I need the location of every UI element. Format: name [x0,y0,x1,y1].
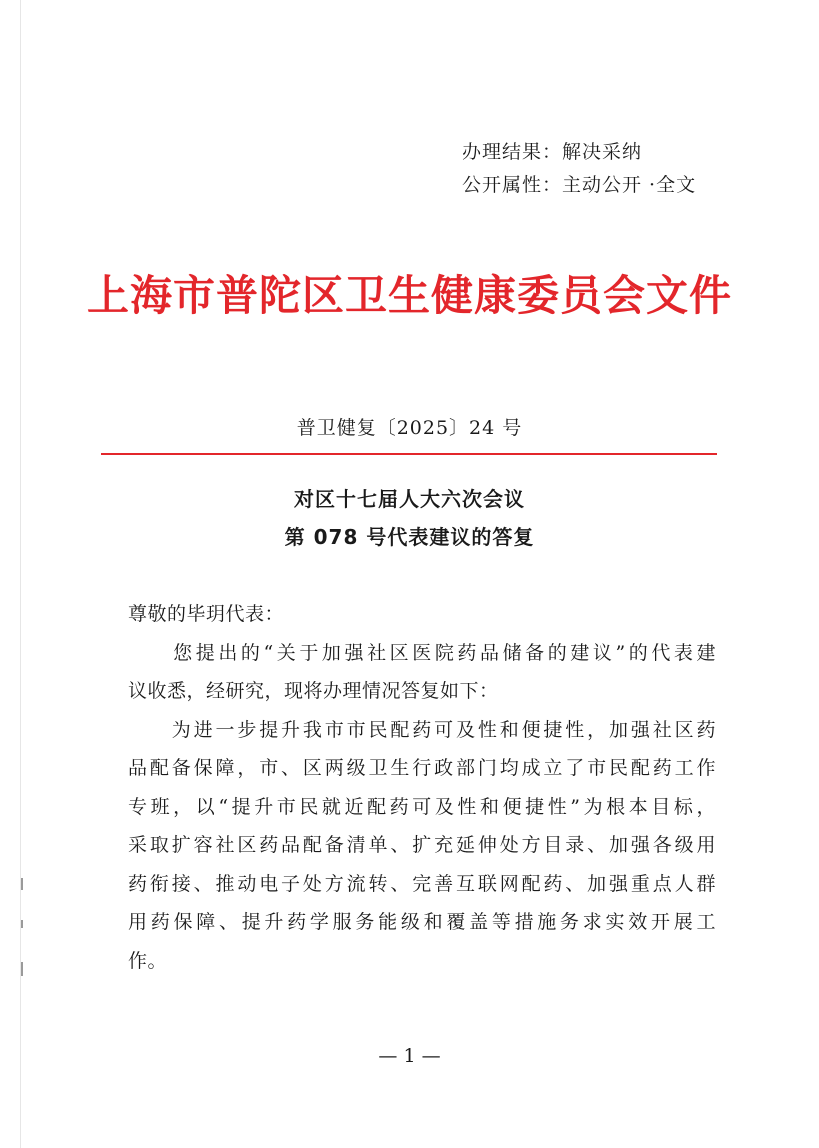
title-line-1: 对区十七届人大六次会议 [294,487,525,511]
paragraph-2-line: 专班，以“提升市民就近配药可及性和便捷性”为根本目标， [128,795,716,818]
disclosure-attribute: 公开属性：主动公开 ·全文 [462,174,697,196]
page-number: — 1 — [378,1045,441,1067]
issuer-heading: 上海市普陀区卫生健康委员会文件 [86,271,732,320]
paragraph-1-line: 您提出的“关于加强社区医院药品储备的建议”的代表建 [128,641,716,664]
document-title [0,480,819,556]
paragraph-2-line: 作。 [128,949,168,972]
paragraph-2-line: 药衔接、推动电子处方流转、完善互联网配药、加强重点人群 [128,872,716,895]
salutation: 尊敬的毕玥代表： [128,603,285,625]
scan-mark [21,962,23,976]
paragraph-2-line: 采取扩容社区药品配备清单、扩充延伸处方目录、加强各级用 [128,834,716,856]
paragraph-1-line: 议收悉，经研究，现将办理情况答复如下： [128,680,499,702]
red-divider [101,453,717,455]
scan-mark [21,878,23,890]
title-line-2: 第 078 号代表建议的答复 [284,525,535,549]
paragraph-2-line: 用药保障、提升药学服务能级和覆盖等措施务求实效开展工 [128,911,716,933]
scan-mark [21,920,23,928]
document-number: 普卫健复〔2025〕24 号 [296,417,523,439]
handling-result: 办理结果：解决采纳 [462,141,643,163]
document-body [128,595,716,980]
paragraph-2-line: 品配备保障，市、区两级卫生行政部门均成立了市民配药工作 [128,757,716,779]
document-meta [462,136,696,202]
paragraph-2-line: 为进一步提升我市市民配药可及性和便捷性，加强社区药 [128,718,716,741]
